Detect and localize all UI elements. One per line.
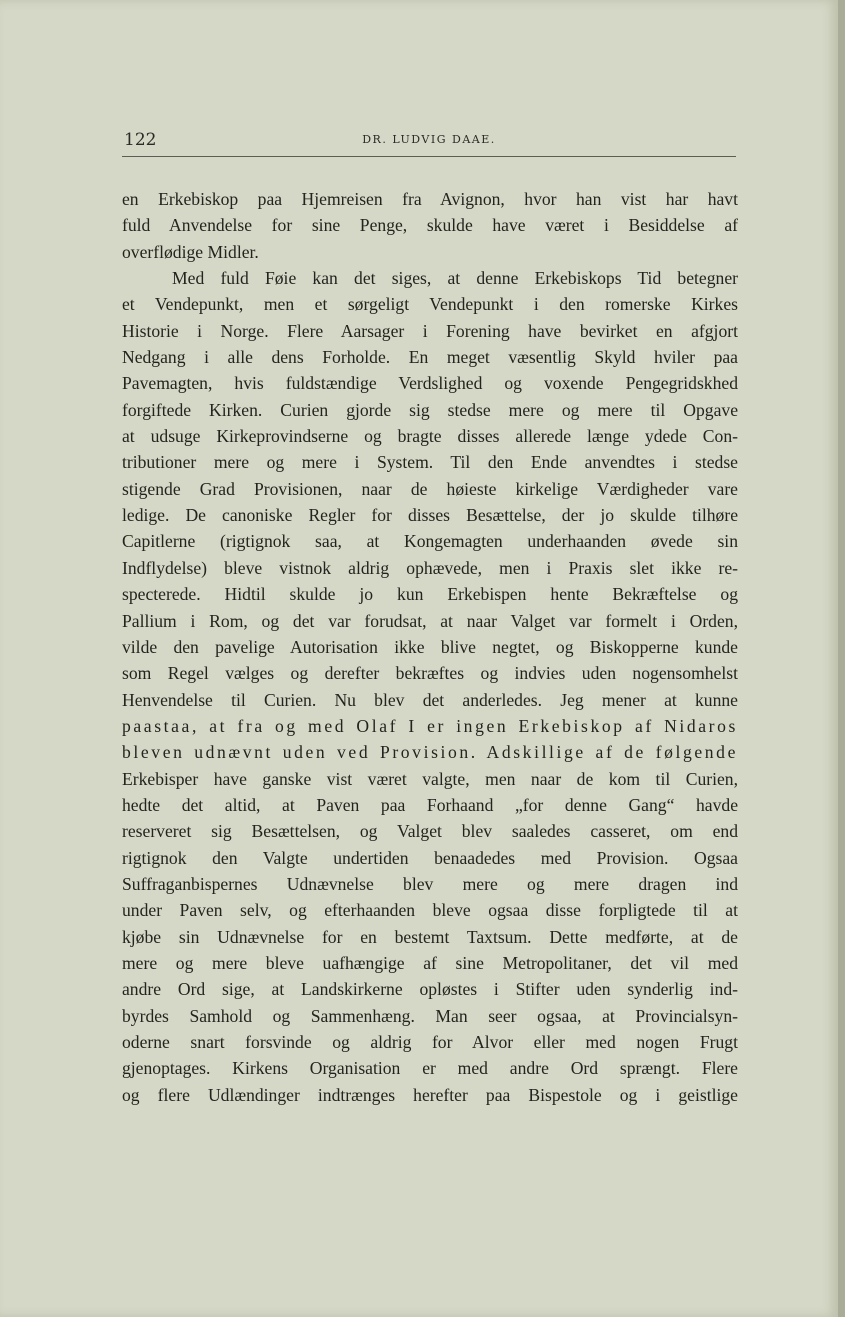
text-line: mere og mere bleve uafhængige af sine Metropolitaner, det vil med (122, 952, 738, 973)
page-edge (838, 0, 845, 1317)
text-line: Pallium i Rom, og det var forudsat, at naar Valget var formelt i Orden, (122, 610, 738, 631)
text-line: vilde den pavelige Autorisation ikke blive negtet, og Biskopperne kunde (122, 636, 738, 657)
text-line: og flere Udlændinger indtrænges herefter paa Bispestole og i geistlige (122, 1084, 738, 1105)
page-header (122, 130, 736, 157)
text-line: Erkebisper have ganske vist været valgte, men naar de kom til Curien, (122, 768, 738, 789)
text-line: hedte det altid, at Paven paa Forhaand „for denne Gang“ havde (122, 794, 738, 815)
text-line: Henvendelse til Curien. Nu blev det anderledes. Jeg mener at kunne (122, 689, 738, 710)
text-line: oderne snart forsvinde og aldrig for Alvor eller med nogen Frugt (122, 1032, 738, 1052)
body-text (122, 186, 738, 1108)
text-line: fuld Anvendelse for sine Penge, skulde have været i Besiddelse af (122, 215, 738, 236)
text-line: bleven udnævnt uden ved Provision. Adskillige af de følgende (122, 742, 738, 763)
text-line: Indflydelse) bleve vistnok aldrig ophævede, men i Praxis slet ikke re- (122, 557, 738, 578)
text-line: under Paven selv, og efterhaanden bleve ogsaa disse forpligtede til at (122, 900, 738, 921)
text-line: Pavemagten, hvis fuldstændige Verdslighed og voxende Pengegridskhed (122, 373, 738, 394)
text-line: andre Ord sige, at Landskirkerne opløstes i Stifter uden synderlig ind- (122, 979, 738, 1000)
text-line: Suffraganbispernes Udnævnelse blev mere og mere dragen ind (122, 873, 738, 894)
text-line: forgiftede Kirken. Curien gjorde sig stedse mere og mere til Opgave (122, 399, 738, 420)
text-line: at udsuge Kirkeprovindserne og bragte disses allerede længe ydede Con- (122, 426, 738, 447)
text-line: en Erkebiskop paa Hjemreisen fra Avignon, hvor han vist har havt (122, 189, 738, 209)
text-line: gjenoptages. Kirkens Organisation er med andre Ord sprængt. Flere (122, 1058, 738, 1079)
text-line: kjøbe sin Udnævnelse for en bestemt Taxtsum. Dette medførte, at de (122, 926, 738, 947)
text-line: Med fuld Føie kan det siges, at denne Erkebiskops Tid betegner (172, 268, 738, 289)
text-line: Capitlerne (rigtignok saa, at Kongemagten underhaanden øvede sin (122, 531, 738, 552)
page-number: 122 (124, 130, 157, 150)
text-line: reserveret sig Besættelsen, og Valget blev saaledes casseret, om end (122, 821, 738, 842)
text-line: specterede. Hidtil skulde jo kun Erkebispen hente Bekræftelse og (122, 584, 738, 605)
running-head: DR. LUDVIG DAAE. (362, 133, 496, 146)
text-line: stigende Grad Provisionen, naar de høieste kirkelige Værdigheder vare (122, 478, 738, 499)
text-line: paastaa, at fra og med Olaf I er ingen Erkebiskop af Nidaros (122, 715, 738, 736)
text-line: overflødige Midler. (122, 241, 259, 262)
text-line: Historie i Norge. Flere Aarsager i Forening have bevirket en afgjort (122, 320, 738, 341)
text-line: som Regel vælges og derefter bekræftes og indvies uden nogensomhelst (122, 663, 738, 684)
text-line: et Vendepunkt, men et sørgeligt Vendepunkt i den romerske Kirkes (122, 294, 738, 315)
text-line: Nedgang i alle dens Forholde. En meget væsentlig Skyld hviler paa (122, 347, 738, 368)
text-line: ledige. De canoniske Regler for disses Besættelse, der jo skulde tilhøre (122, 505, 738, 526)
text-line: tributioner mere og mere i System. Til den Ende anvendtes i stedse (122, 452, 738, 473)
text-line: rigtignok den Valgte undertiden benaadedes med Provision. Ogsaa (122, 847, 738, 868)
text-line: byrdes Samhold og Sammenhæng. Man seer ogsaa, at Provincialsyn- (122, 1005, 738, 1026)
